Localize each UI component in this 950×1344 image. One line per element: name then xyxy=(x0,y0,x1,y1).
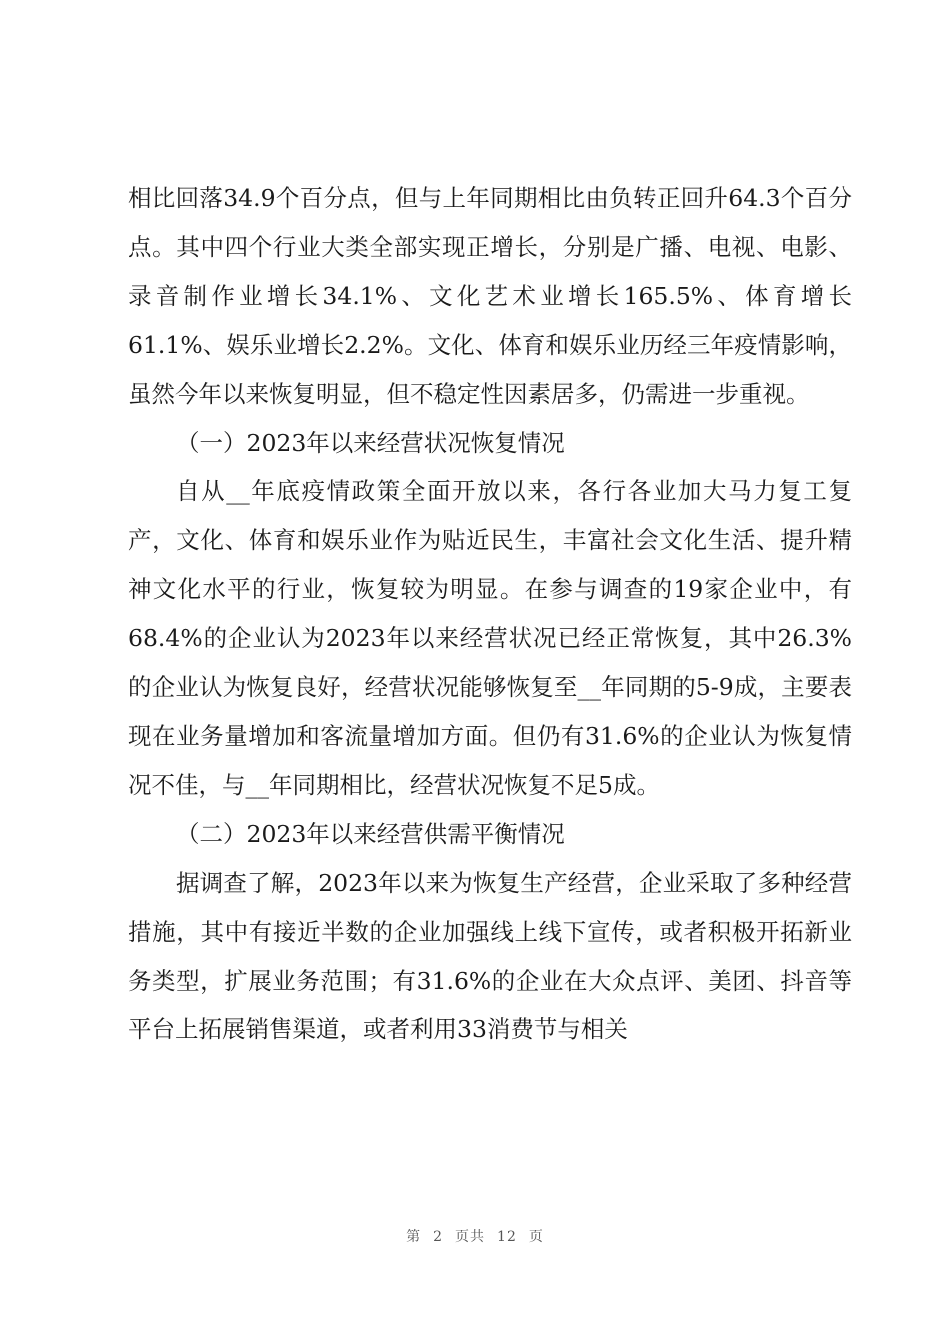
footer-label-end: 页 xyxy=(528,1229,544,1245)
section-heading-1: （一）2023年以来经营状况恢复情况 xyxy=(176,428,565,457)
document-body xyxy=(128,174,852,1054)
section-heading-2: （二）2023年以来经营供需平衡情况 xyxy=(176,819,565,848)
footer-label-page: 第 xyxy=(406,1229,422,1245)
footer-label-of: 页共 xyxy=(455,1229,486,1245)
page-footer xyxy=(0,1226,950,1246)
footer-total-pages: 12 xyxy=(497,1229,517,1245)
paragraph-recovery: 自从__年底疫情政策全面开放以来，各行各业加大马力复工复产，文化、体育和娱乐业作为贴近民生，丰富社会文化生活、提升精神文化水平的行业，恢复较为明显。在参与调查的19家企业中，有68.4%的企业认为2023年以来经营状况已经正常恢复，其中26.3%的企业认为恢复良好，经营状况能够恢复至__年同期的5-9成，主要表现在业务量增加和客流量增加方面。但仍有31.6%的企业认为恢复情况不佳，与__年同期相比，经营状况恢复不足5成。 xyxy=(128,477,852,799)
paragraph-intro-continuation: 相比回落34.9个百分点，但与上年同期相比由负转正回升64.3个百分点。其中四个行业大类全部实现正增长，分别是广播、电视、电影、录音制作业增长34.1%、文化艺术业增长165.5%、体育增长61.1%、娱乐业增长2.2%。文化、体育和娱乐业历经三年疫情影响，虽然今年以来恢复明显，但不稳定性因素居多，仍需进一步重视。 xyxy=(128,184,852,408)
footer-current-page: 2 xyxy=(433,1229,444,1245)
paragraph-supply-demand: 据调查了解，2023年以来为恢复生产经营，企业采取了多种经营措施，其中有接近半数的企业加强线上线下宣传，或者积极开拓新业务类型，扩展业务范围；有31.6%的企业在大众点评、美团、抖音等平台上拓展销售渠道，或者利用33消费节与相关 xyxy=(128,868,852,1044)
